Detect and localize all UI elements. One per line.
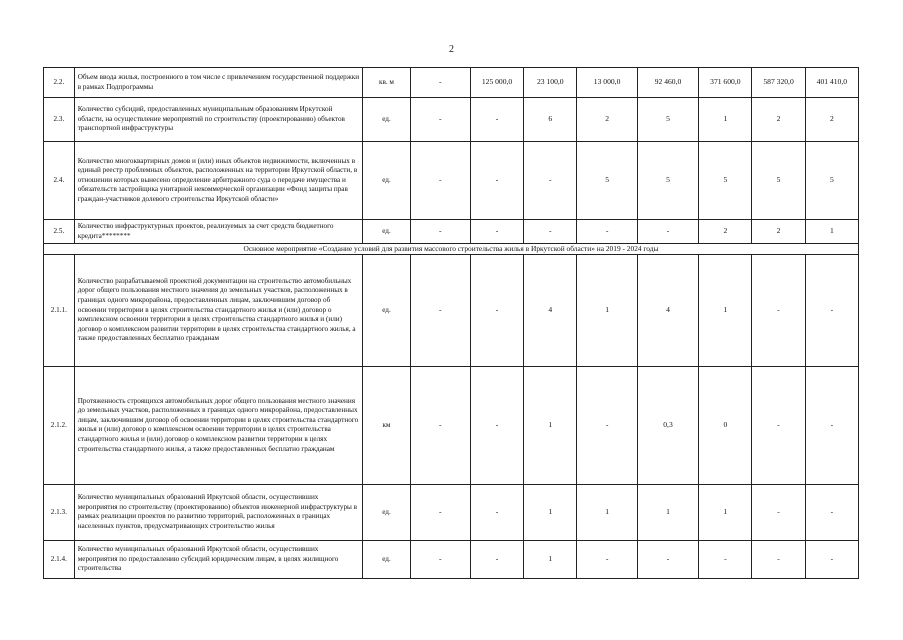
unit-cell: ед. <box>363 254 410 366</box>
table-row <box>44 540 859 578</box>
value-cell: - <box>577 540 637 578</box>
value-cell: 2 <box>577 98 637 142</box>
unit-cell: ед. <box>363 142 410 220</box>
value-cell: - <box>470 98 523 142</box>
indicators-table <box>43 67 859 579</box>
table-body-bottom <box>44 254 859 578</box>
page-number: 2 <box>449 44 454 55</box>
value-cell: 1 <box>577 254 637 366</box>
table-row <box>44 366 859 484</box>
unit-cell: км <box>363 366 410 484</box>
value-cell: - <box>699 540 752 578</box>
value-cell: - <box>637 540 698 578</box>
value-cell: - <box>805 484 858 540</box>
section-header-row <box>44 244 859 255</box>
value-cell: 23 100,0 <box>524 68 577 98</box>
row-number-cell: 2.1.3. <box>44 484 75 540</box>
value-cell: 5 <box>752 142 805 220</box>
value-cell: 5 <box>699 142 752 220</box>
indicator-name-cell: Количество разрабатываемой проектной документации на строительство автомобильных дорог общего пользования местного значения до земельных участков, расположенных в границах одного микрорайона, предоставленных лицам, заключившим договор об освоении территории в целях строительства стандартного жилья и (или) договор о комплексном освоении территории в целях строительства стандартного жилья и (или) договор о комплексном развитии территории в целях строительства стандартного жилья, а также предоставленных бесплатно гражданам <box>74 254 363 366</box>
row-number-cell: 2.5. <box>44 220 75 244</box>
value-cell: - <box>410 142 470 220</box>
value-cell: 1 <box>524 366 577 484</box>
value-cell: 2 <box>805 98 858 142</box>
unit-cell: ед. <box>363 98 410 142</box>
value-cell: 5 <box>637 98 698 142</box>
value-cell: 1 <box>524 484 577 540</box>
value-cell: - <box>470 142 523 220</box>
indicator-name-cell: Количество субсидий, предоставленных муниципальным образованиям Иркутской области, на осуществление мероприятий по строительству (проектированию) объектов транспортной инфраструктуры <box>74 98 363 142</box>
value-cell: - <box>410 68 470 98</box>
value-cell: 1 <box>524 540 577 578</box>
table-row <box>44 68 859 98</box>
value-cell: 4 <box>637 254 698 366</box>
value-cell: - <box>410 220 470 244</box>
indicator-name-cell: Количество муниципальных образований Иркутской области, осуществивших мероприятия по строительству (проектированию) объектов инженерной инфраструктуры в рамках реализации проектов по развитию территорий, расположенных в границах населенных пунктов, предусматривающих строительство жилья <box>74 484 363 540</box>
value-cell: - <box>470 254 523 366</box>
table-row <box>44 98 859 142</box>
value-cell: - <box>805 540 858 578</box>
indicator-name-cell: Количество муниципальных образований Иркутской области, осуществивших мероприятия по предоставлению субсидий юридическим лицам, в целях жилищного строительства <box>74 540 363 578</box>
value-cell: 5 <box>805 142 858 220</box>
indicator-name-cell: Количество инфраструктурных проектов, реализуемых за счет средств бюджетного кредита******** <box>74 220 363 244</box>
table-body-section <box>44 244 859 255</box>
value-cell: - <box>470 540 523 578</box>
unit-cell: кв. м <box>363 68 410 98</box>
value-cell: 1 <box>699 98 752 142</box>
value-cell: 13 000,0 <box>577 68 637 98</box>
value-cell: - <box>752 484 805 540</box>
value-cell: 92 460,0 <box>637 68 698 98</box>
row-number-cell: 2.2. <box>44 68 75 98</box>
value-cell: 371 600,0 <box>699 68 752 98</box>
value-cell: - <box>410 540 470 578</box>
table-body-top <box>44 68 859 244</box>
indicator-name-cell: Количество многоквартирных домов и (или) иных объектов недвижимости, включенных в единый реестр проблемных объектов, расположенных на территории Иркутской области, в отношении которых вынесено определение арбитражного суда о передаче имущества и обязательств застройщика унитарной некоммерческой организации «Фонд защиты прав граждан-участников долевого строительства Иркутской области» <box>74 142 363 220</box>
value-cell: - <box>752 254 805 366</box>
value-cell: - <box>637 220 698 244</box>
value-cell: 0,3 <box>637 366 698 484</box>
value-cell: 0 <box>699 366 752 484</box>
row-number-cell: 2.1.4. <box>44 540 75 578</box>
value-cell: 1 <box>699 254 752 366</box>
unit-cell: ед. <box>363 484 410 540</box>
value-cell: - <box>470 484 523 540</box>
value-cell: - <box>524 220 577 244</box>
value-cell: - <box>410 484 470 540</box>
value-cell: 1 <box>699 484 752 540</box>
table-row <box>44 220 859 244</box>
indicator-name-cell: Протяженность строящихся автомобильных дорог общего пользования местного значения до земельных участков, расположенных в границах одного микрорайона, предоставленных лицам, заключившим договор об освоении территории в целях строительства стандартного жилья и (или) договор о комплексном освоении территории в целях строительства стандартного жилья и (или) договор о комплексном развитии территории в целях строительства стандартного жилья, а также предоставленных бесплатно гражданам <box>74 366 363 484</box>
value-cell: - <box>805 254 858 366</box>
row-number-cell: 2.3. <box>44 98 75 142</box>
value-cell: - <box>805 366 858 484</box>
value-cell: 5 <box>637 142 698 220</box>
value-cell: - <box>524 142 577 220</box>
value-cell: - <box>577 220 637 244</box>
table-row <box>44 254 859 366</box>
value-cell: 6 <box>524 98 577 142</box>
value-cell: 5 <box>577 142 637 220</box>
row-number-cell: 2.4. <box>44 142 75 220</box>
value-cell: 2 <box>752 98 805 142</box>
value-cell: 4 <box>524 254 577 366</box>
value-cell: - <box>470 220 523 244</box>
value-cell: - <box>752 366 805 484</box>
indicator-name-cell: Объем ввода жилья, построенного в том числе с привлечением государственной поддержки в рамках Подпрограммы <box>74 68 363 98</box>
table-row <box>44 142 859 220</box>
value-cell: 587 320,0 <box>752 68 805 98</box>
row-number-cell: 2.1.2. <box>44 366 75 484</box>
value-cell: 125 000,0 <box>470 68 523 98</box>
table-row <box>44 484 859 540</box>
value-cell: 1 <box>805 220 858 244</box>
unit-cell: ед. <box>363 220 410 244</box>
unit-cell: ед. <box>363 540 410 578</box>
value-cell: - <box>410 254 470 366</box>
row-number-cell: 2.1.1. <box>44 254 75 366</box>
value-cell: 401 410,0 <box>805 68 858 98</box>
value-cell: - <box>470 366 523 484</box>
section-title: Основное мероприятие «Создание условий для развития массового строительства жилья в Иркутской области» на 2019 - 2024 годы <box>44 244 859 255</box>
value-cell: 1 <box>577 484 637 540</box>
value-cell: - <box>410 98 470 142</box>
value-cell: - <box>577 366 637 484</box>
value-cell: 1 <box>637 484 698 540</box>
value-cell: 2 <box>699 220 752 244</box>
value-cell: - <box>410 366 470 484</box>
value-cell: 2 <box>752 220 805 244</box>
value-cell: - <box>752 540 805 578</box>
